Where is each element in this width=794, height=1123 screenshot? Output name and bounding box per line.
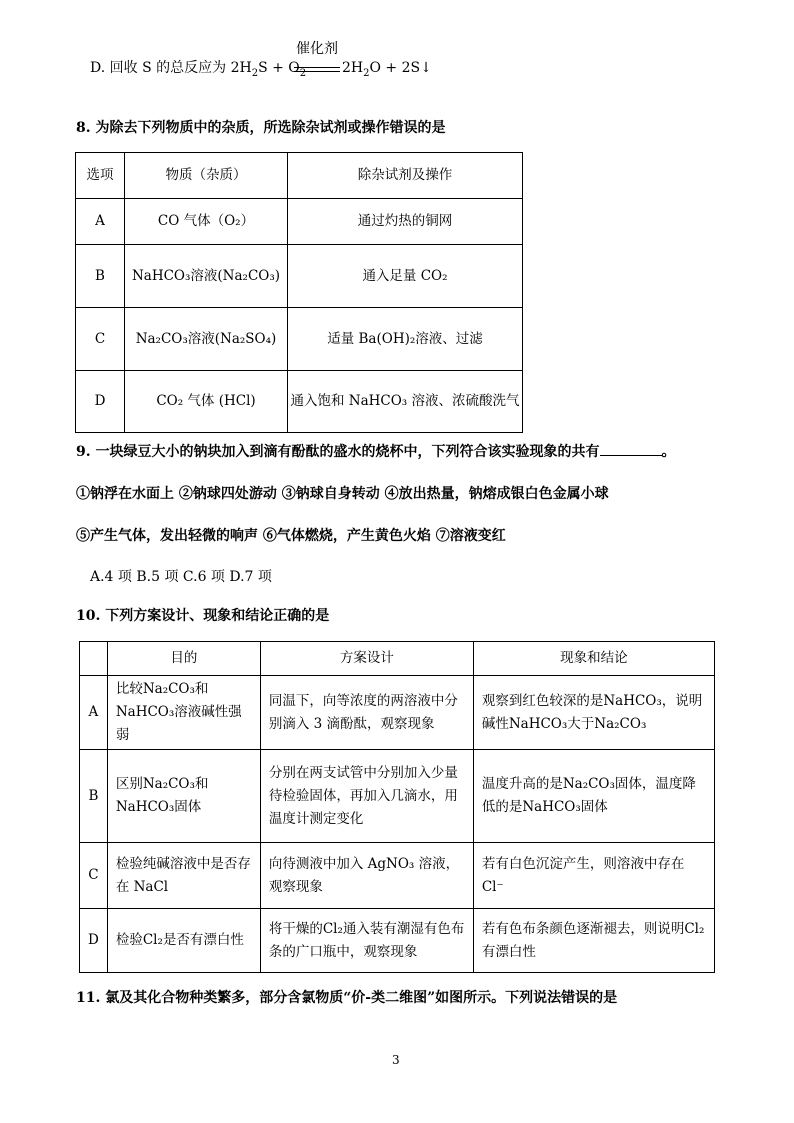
table-header-row [76,153,523,199]
q10-stem: 10. 下列方案设计、现象和结论正确的是 [76,608,330,624]
table-row [80,909,715,973]
equation-mid: S + O [258,60,300,76]
table-cell: A [76,199,125,245]
subscript: 2 [299,67,307,79]
table-header-row [80,642,715,676]
table-cell: 检验Cl₂是否有漂白性 [107,909,260,973]
table-cell: 检验纯碱溶液中是否存在 NaCl [107,843,260,909]
table-row [76,199,523,245]
table-cell: 向待测液中加入 AgNO₃ 溶液，观察现象 [260,843,473,909]
table-cell: 通入足量 CO₂ [288,245,523,308]
table-cell: A [80,676,108,750]
q11-stem: 11. 氯及其化合物种类繁多，部分含氯物质“价-类二维图”如图所示。下列说法错误的是 [76,990,618,1006]
table-cell: 适量 Ba(OH)₂溶液、过滤 [288,308,523,371]
q8-stem: 8. 为除去下列物质中的杂质，所选除杂试剂或操作错误的是 [76,120,446,136]
table-cell: 分别在两支试管中分别加入少量待检验固体，再加入几滴水，用温度计测定变化 [260,750,473,843]
table-row [76,371,523,433]
table-cell: 区别Na₂CO₃和NaHCO₃固体 [107,750,260,843]
table-cell: B [76,245,125,308]
table-row [80,676,715,750]
q8-table [75,152,523,433]
option-label: D. [90,60,106,76]
table-cell: 通入饱和 NaHCO₃ 溶液、浓硫酸洗气 [288,371,523,433]
header-cell: 方案设计 [260,642,473,676]
subscript: 2 [251,67,259,79]
header-cell: 现象和结论 [473,642,714,676]
option-d-line [90,58,306,84]
answer-blank [600,441,662,456]
header-cell: 除杂试剂及操作 [288,153,523,199]
table-cell: Na₂CO₃溶液(Na₂SO₄) [125,308,288,371]
page-number: 3 [392,1053,400,1067]
table-cell: B [80,750,108,843]
header-cell: 选项 [76,153,125,199]
q9-choices: A.4 项 B.5 项 C.6 项 D.7 项 [90,569,272,585]
product-a: 2H [342,60,364,76]
table-cell: 通过灼热的铜网 [288,199,523,245]
q9-stem-text: 9. 一块绿豆大小的钠块加入到滴有酚酞的盛水的烧杯中，下列符合该实验现象的共有 [76,444,600,460]
table-cell: 若有色布条颜色逐渐褪去，则说明Cl₂有漂白性 [473,909,714,973]
table-cell: CO 气体（O₂） [125,199,288,245]
table-row [76,245,523,308]
q9-stem-end: 。 [661,444,676,460]
table-cell: C [76,308,125,371]
table-cell: D [76,371,125,433]
header-cell [80,642,108,676]
table-cell: CO₂ 气体 (HCl) [125,371,288,433]
table-cell: 同温下，向等浓度的两溶液中分别滴入 3 滴酚酞，观察现象 [260,676,473,750]
option-text: 回收 S 的总反应为 2H [109,60,252,76]
equation-arrow-line [294,67,340,68]
q9-stem [76,441,676,462]
header-cell: 物质（杂质） [125,153,288,199]
table-cell: 观察到红色较深的是NaHCO₃，说明碱性NaHCO₃大于Na₂CO₃ [473,676,714,750]
table-row [76,308,523,371]
table-cell: C [80,843,108,909]
table-cell: D [80,909,108,973]
product-b: O + 2S↓ [369,60,432,76]
table-cell: 比较Na₂CO₃和NaHCO₃溶液碱性强弱 [107,676,260,750]
table-row [80,750,715,843]
table-cell: NaHCO₃溶液(Na₂CO₃) [125,245,288,308]
q9-option-line-2: ⑤产生气体，发出轻微的响声 ⑥气体燃烧，产生黄色火焰 ⑦溶液变红 [76,528,506,544]
table-cell: 温度升高的是Na₂CO₃固体，温度降低的是NaHCO₃固体 [473,750,714,843]
equation-products [342,58,432,84]
q9-option-line-1: ①钠浮在水面上 ②钠球四处游动 ③钠球自身转动 ④放出热量，钠熔成银白色金属小球 [76,486,609,502]
equation-arrow-line [294,71,340,72]
subscript: 2 [363,67,370,79]
table-row [80,843,715,909]
table-cell: 将干燥的Cl₂通入装有潮湿有色布条的广口瓶中，观察现象 [260,909,473,973]
q10-table [79,641,715,973]
header-cell: 目的 [107,642,260,676]
catalyst-label: 催化剂 [296,41,338,57]
table-cell: 若有白色沉淀产生，则溶液中存在 Cl⁻ [473,843,714,909]
